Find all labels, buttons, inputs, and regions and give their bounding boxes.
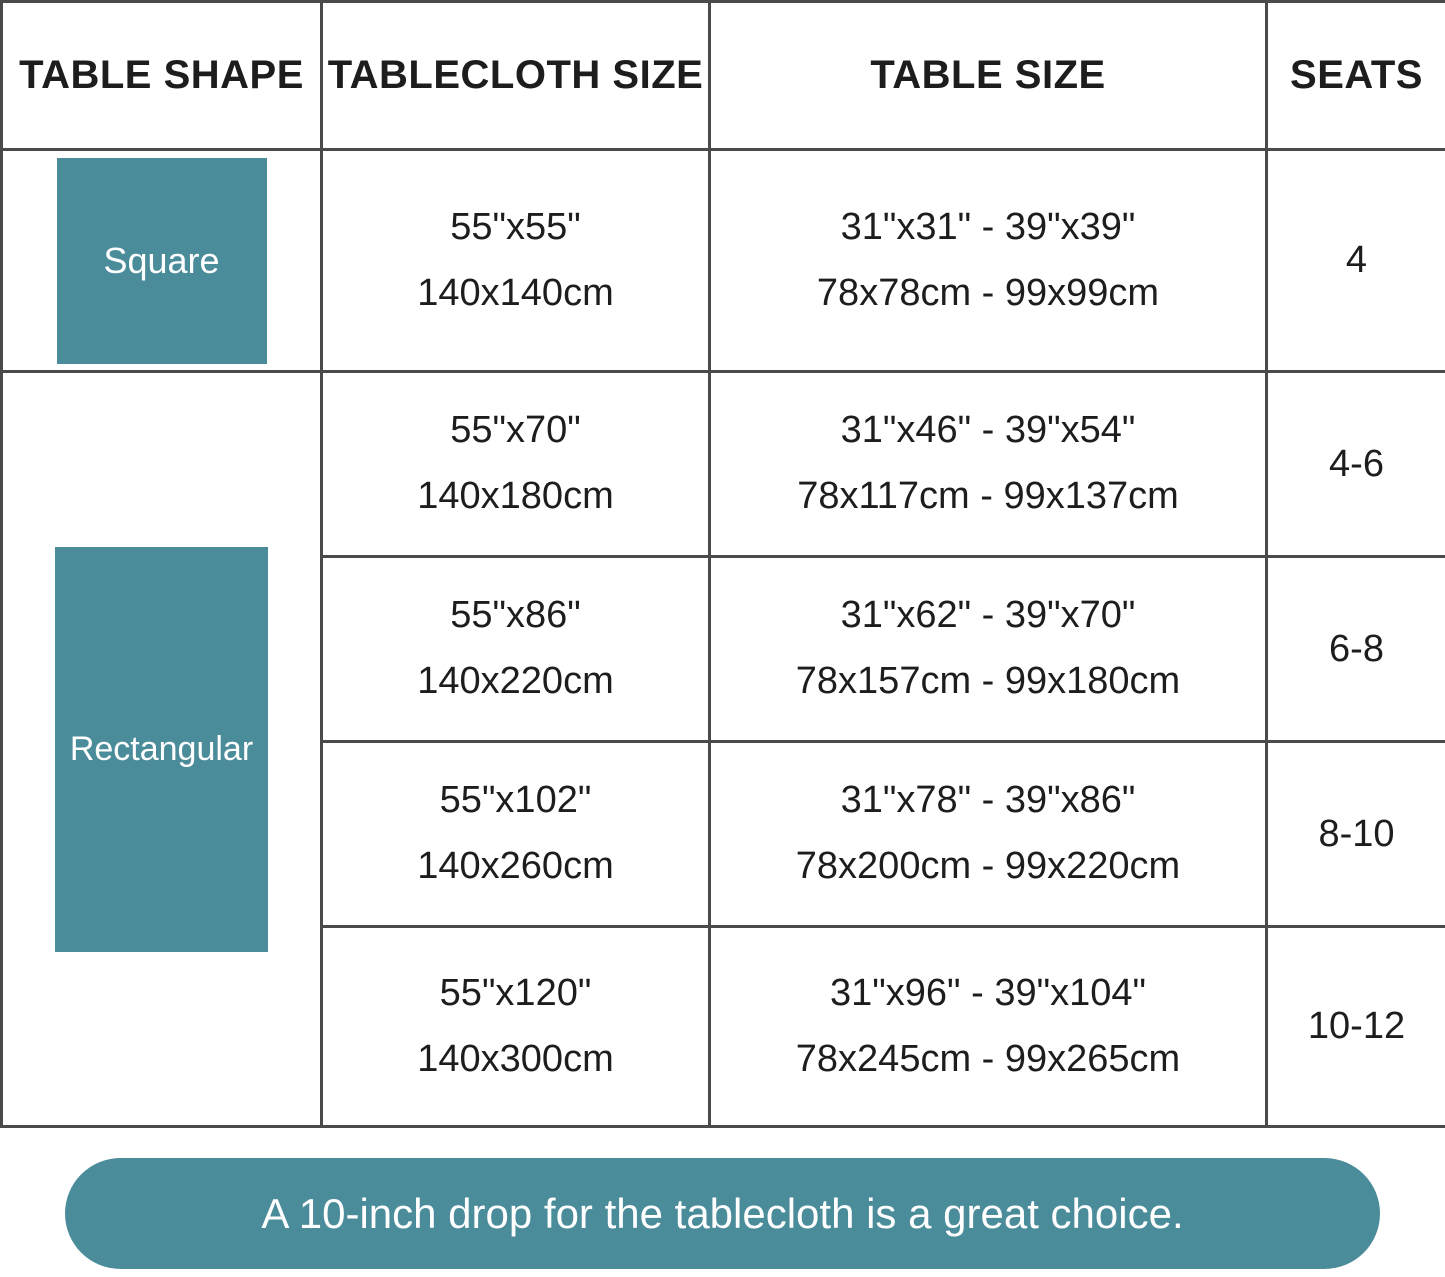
rectangular-shape-label: Rectangular	[69, 729, 254, 768]
table-size-cell	[710, 927, 1267, 1127]
table-size-cell	[710, 372, 1267, 557]
table-size-cm: 78x245cm - 99x265cm	[795, 1037, 1181, 1080]
header-table-size: TABLE SIZE	[710, 2, 1267, 150]
shape-cell-rectangular	[2, 372, 322, 1127]
rectangular-shape-swatch	[55, 547, 268, 952]
seats-cell: 4-6	[1267, 372, 1445, 557]
tablecloth-size-inches: 55"x86"	[450, 594, 581, 637]
tablecloth-size-inches: 55"x55"	[450, 205, 581, 248]
header-table-shape: TABLE SHAPE	[2, 2, 322, 150]
square-shape-label: Square	[103, 239, 220, 281]
tablecloth-size-inches: 55"x102"	[439, 779, 592, 822]
shape-cell-square	[2, 150, 322, 372]
square-shape-swatch	[57, 158, 267, 364]
header-seats: SEATS	[1267, 2, 1445, 150]
seats-cell: 6-8	[1267, 557, 1445, 742]
table-size-cell	[710, 150, 1267, 372]
table-size-cm: 78x200cm - 99x220cm	[795, 845, 1181, 887]
table-size-inches: 31"x78" - 39"x86"	[840, 779, 1136, 822]
tablecloth-size-cm: 140x180cm	[417, 475, 614, 517]
table-size-cell	[710, 742, 1267, 927]
tip-banner-text: A 10-inch drop for the tablecloth is a great choice.	[261, 1189, 1184, 1237]
table-size-cm: 78x157cm - 99x180cm	[795, 660, 1181, 702]
table-size-inches: 31"x62" - 39"x70"	[840, 594, 1136, 637]
tablecloth-size-inches: 55"x120"	[439, 971, 592, 1014]
table-size-inches: 31"x46" - 39"x54"	[840, 409, 1136, 452]
table-size-cm: 78x117cm - 99x137cm	[797, 475, 1179, 517]
table-size-inches: 31"x96" - 39"x104"	[830, 971, 1146, 1014]
table-size-cm: 78x78cm - 99x99cm	[816, 271, 1160, 314]
tablecloth-size-cell	[322, 557, 710, 742]
tablecloth-size-cell	[322, 927, 710, 1127]
table-size-inches: 31"x31" - 39"x39"	[840, 205, 1136, 248]
seats-cell: 8-10	[1267, 742, 1445, 927]
header-tablecloth-size: TABLECLOTH SIZE	[322, 2, 710, 150]
table-row	[2, 372, 1445, 557]
table-size-cell	[710, 557, 1267, 742]
tip-banner	[65, 1158, 1380, 1269]
tablecloth-size-cm: 140x300cm	[417, 1037, 614, 1080]
header-row	[2, 2, 1445, 150]
tablecloth-size-cm: 140x140cm	[417, 271, 614, 314]
tablecloth-size-cell	[322, 742, 710, 927]
tablecloth-size-cell	[322, 150, 710, 372]
seats-cell: 10-12	[1267, 927, 1445, 1127]
tablecloth-size-cm: 140x220cm	[417, 660, 614, 702]
tablecloth-size-cm: 140x260cm	[417, 845, 614, 887]
seats-cell: 4	[1267, 150, 1445, 372]
tablecloth-size-inches: 55"x70"	[450, 409, 581, 452]
tablecloth-size-cell	[322, 372, 710, 557]
table-row	[2, 150, 1445, 372]
